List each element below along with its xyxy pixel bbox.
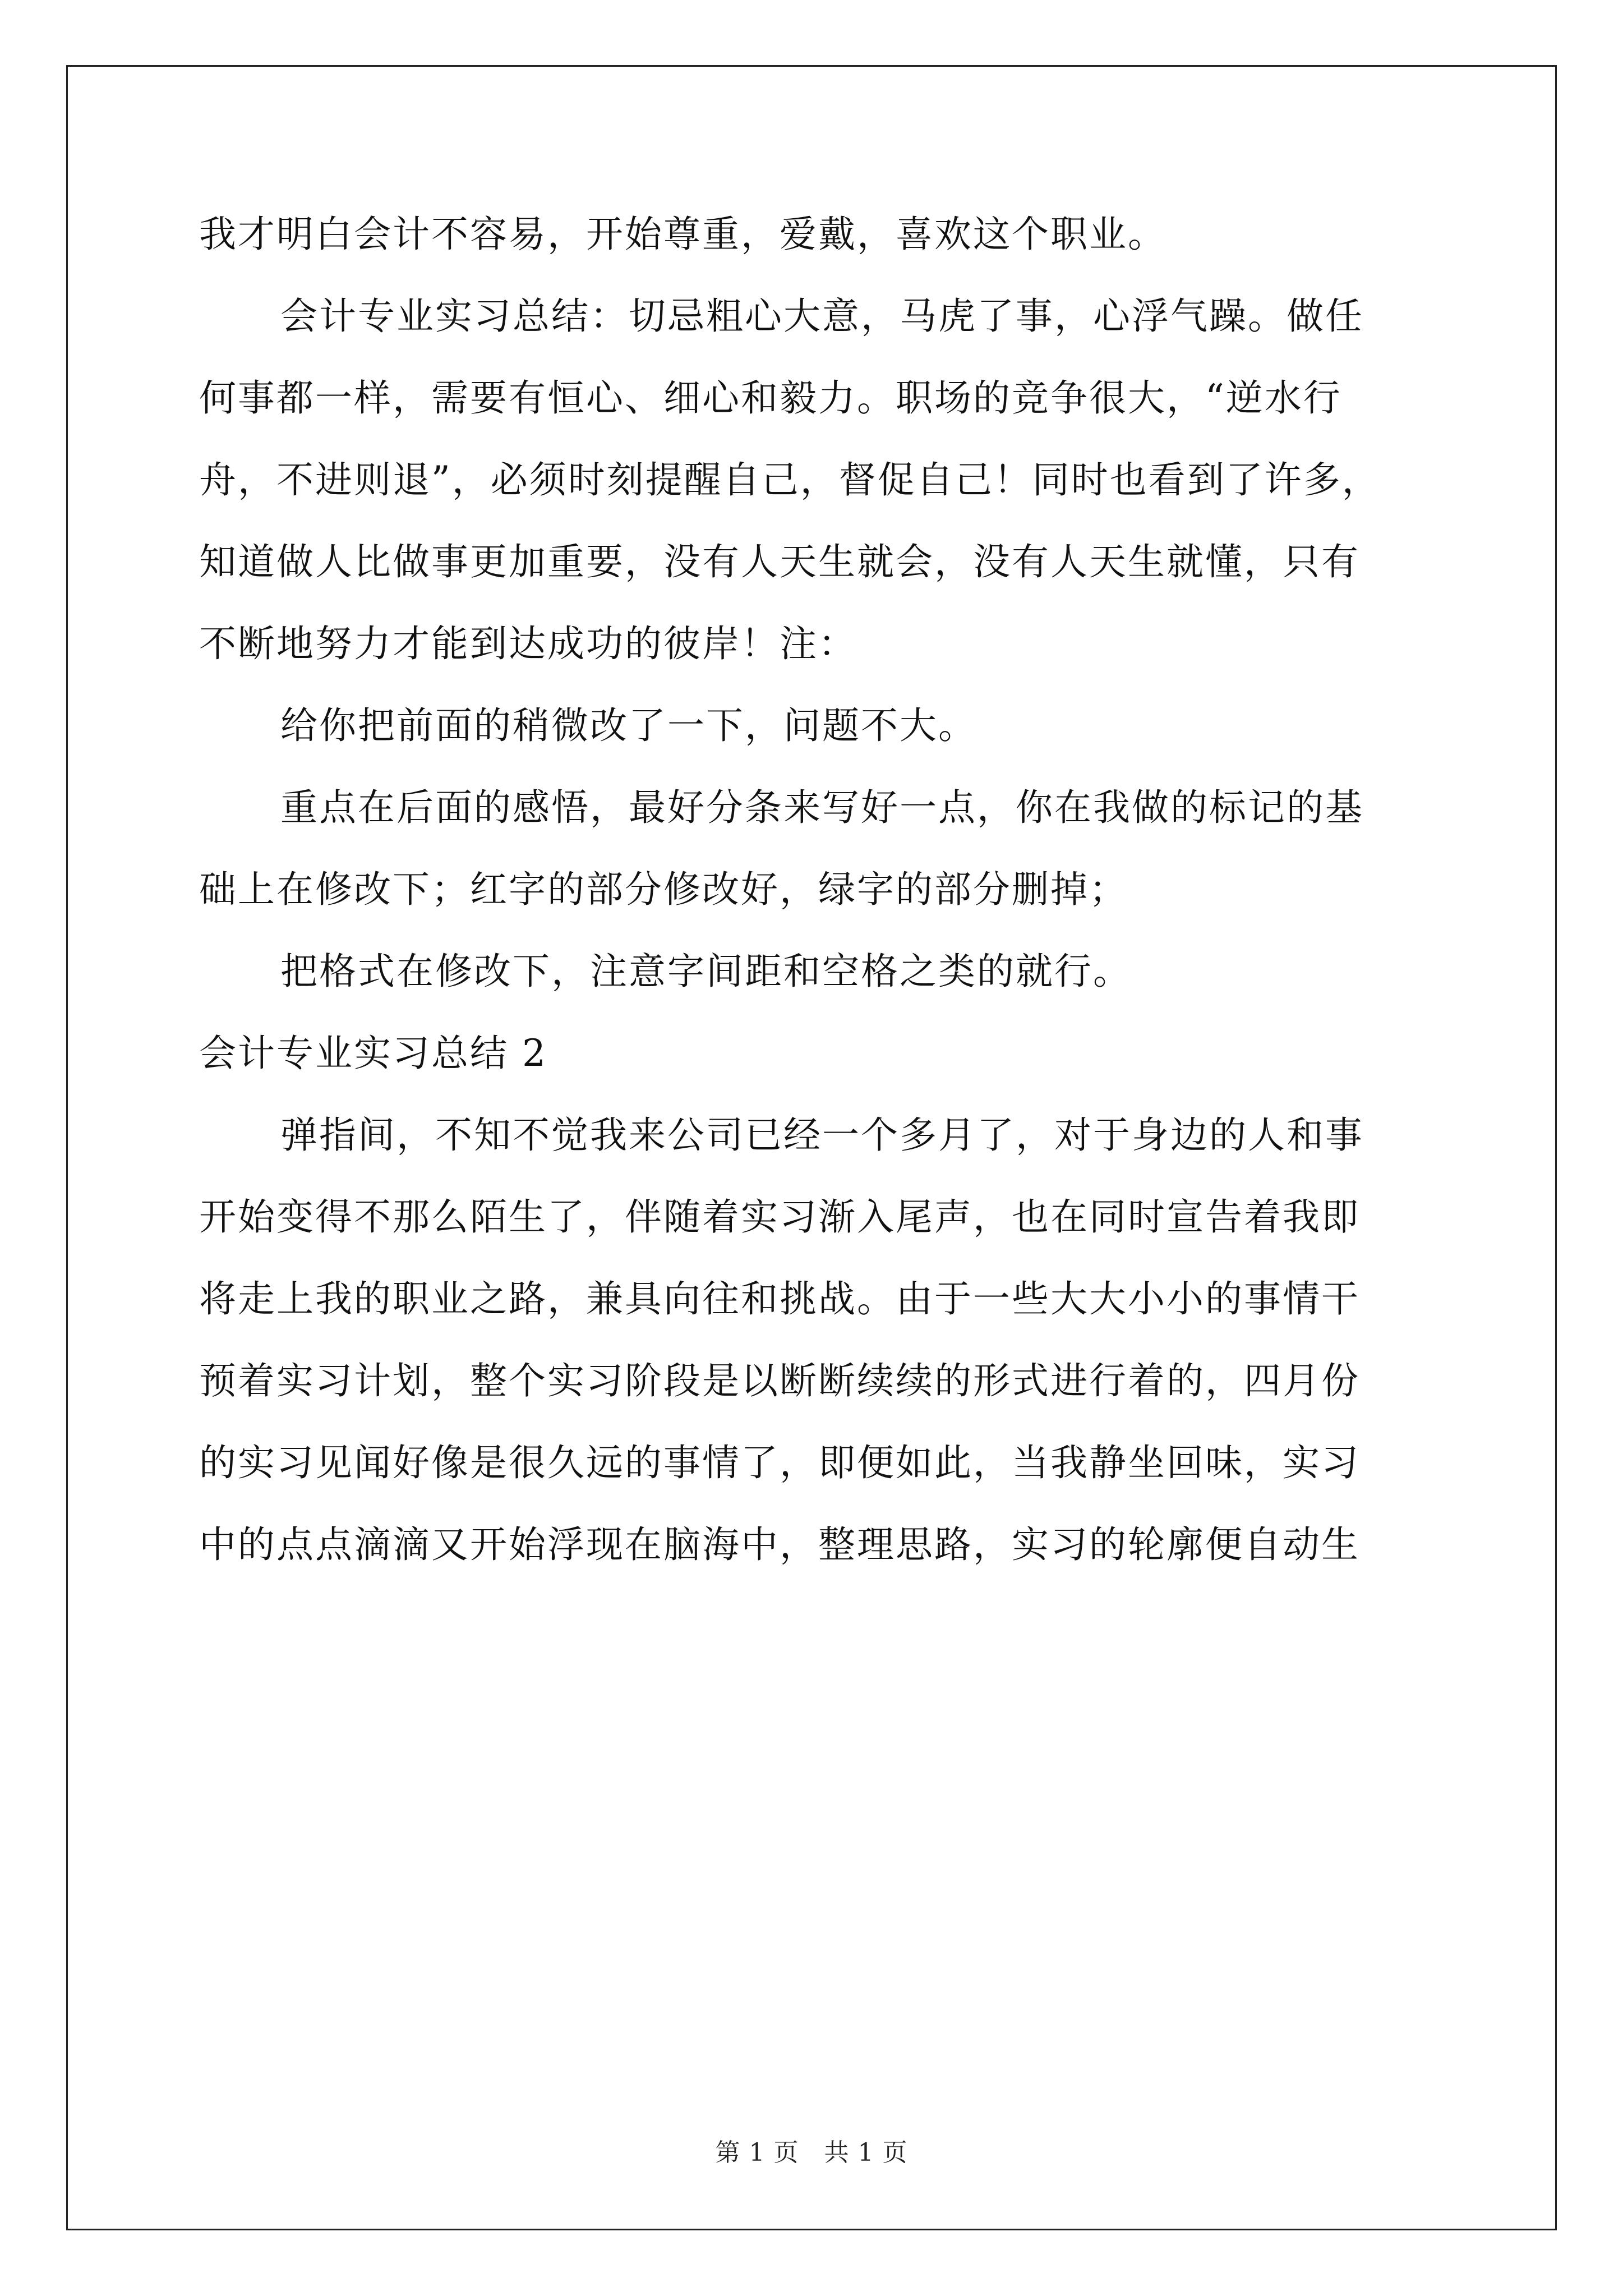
text-line: 开始变得不那么陌生了，伴随着实习渐入尾声，也在同时宣告着我即: [199, 1195, 1360, 1239]
text-line: 何事都一样，需要有恒心、细心和毅力。职场的竞争很大，“逆水行: [199, 376, 1342, 420]
text-line: 将走上我的职业之路，兼具向往和挑战。由于一些大大小小的事情干: [199, 1277, 1360, 1320]
text-line: 弹指间，不知不觉我来公司已经一个多月了，对于身边的人和事: [280, 1114, 1364, 1157]
text-line: 给你把前面的稍微改了一下，问题不大。: [280, 704, 977, 747]
document-body: [199, 194, 1427, 1586]
text-line: 的实习见闻好像是很久远的事情了，即便如此，当我静坐回味，实习: [199, 1441, 1360, 1484]
text-line: 不断地努力才能到达成功的彼岸！注：: [199, 622, 857, 665]
text-line: 中的点点滴滴又开始浮现在脑海中，整理思路，实习的轮廓便自动生: [199, 1523, 1360, 1566]
text-line: 预着实习计划，整个实习阶段是以断断续续的形式进行着的，四月份: [199, 1359, 1360, 1402]
text-line: 会计专业实习总结：切忌粗心大意，马虎了事，心浮气躁。做任: [280, 295, 1364, 338]
text-line: 舟，不进则退”，必须时刻提醒自己，督促自己！同时也看到了许多，: [199, 458, 1381, 501]
text-line: 础上在修改下；红字的部分修改好，绿字的部分删掉；: [199, 868, 1128, 911]
text-line: 把格式在修改下，注意字间距和空格之类的就行。: [280, 950, 1132, 993]
text-line: 我才明白会计不容易，开始尊重，爱戴，喜欢这个职业。: [199, 213, 1166, 256]
text-line: 重点在后面的感悟，最好分条来写好一点，你在我做的标记的基: [280, 786, 1364, 829]
page-footer: 第 1 页 共 1 页: [715, 2138, 908, 2167]
section-heading: 会计专业实习总结 2: [199, 1032, 547, 1075]
text-line: 知道做人比做事更加重要，没有人天生就会，没有人天生就懂，只有: [199, 540, 1360, 583]
